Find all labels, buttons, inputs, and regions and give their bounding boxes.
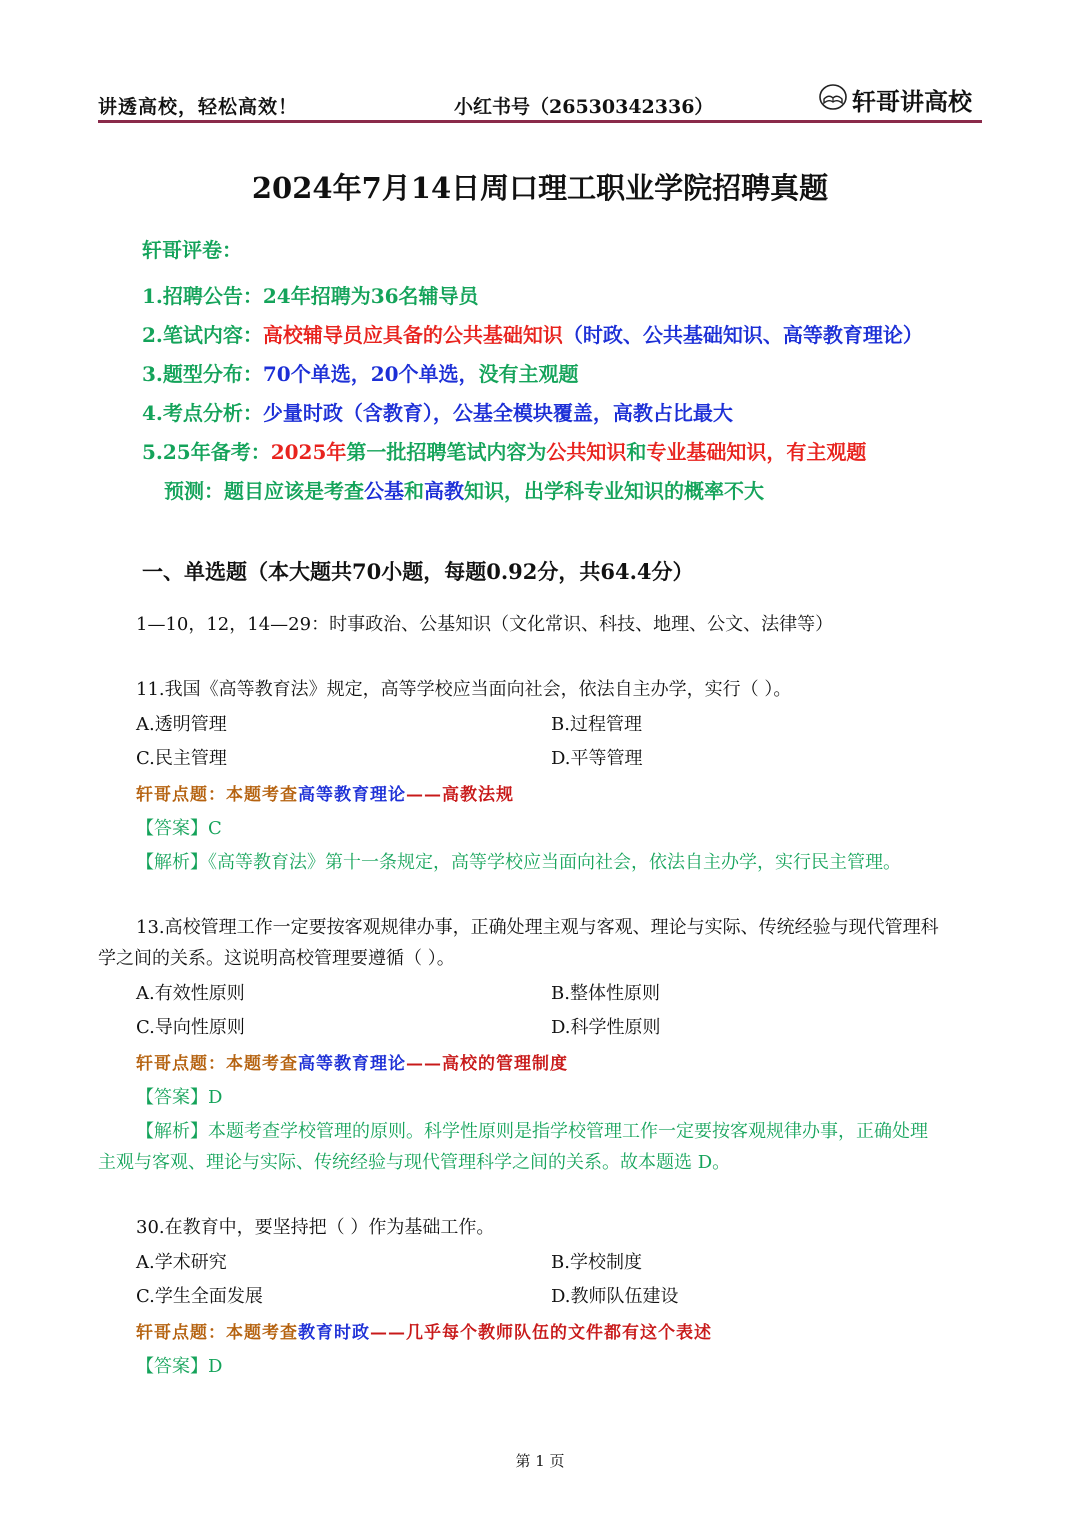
review-item-3: 3.题型分布：70个单选，20个单选，没有主观题 [142, 362, 579, 386]
brand-name: 轩哥讲高校 [852, 87, 972, 116]
question-13-stem-line-2: 学之间的关系。这说明高校管理要遵循（ ）。 [98, 948, 455, 969]
question-30-answer: 【答案】D [136, 1356, 223, 1377]
review-item-1: 1.招聘公告：24年招聘为36名辅导员 [142, 284, 479, 308]
review-item-4: 4.考点分析：少量时政（含教育），公基全模块覆盖，高教占比最大 [142, 401, 733, 425]
question-11-explanation: 【解析】《高等教育法》第十一条规定，高等学校应当面向社会，依法自主办学，实行民主管理。 [136, 852, 901, 873]
question-30-option-a: A.学术研究 [136, 1252, 227, 1273]
question-30-tip: 轩哥点题：本题考查教育时政——几乎每个教师队伍的文件都有这个表述 [136, 1323, 712, 1343]
question-13-explanation-line-1: 【解析】本题考查学校管理的原则。科学性原则是指学校管理工作一定要按客观规律办事，正确处理 [136, 1121, 928, 1142]
section-heading: 一、单选题（本大题共70小题，每题0.92分，共64.4分） [142, 559, 694, 584]
question-13-stem-line-1: 13.高校管理工作一定要按客观规律办事，正确处理主观与客观、理论与实际、传统经验与现代管理科 [136, 917, 939, 938]
review-heading: 轩哥评卷： [142, 238, 242, 262]
page-title: 2024年7月14日周口理工职业学院招聘真题 [251, 171, 829, 205]
question-30-stem: 30.在教育中，要坚持把（ ）作为基础工作。 [136, 1217, 495, 1238]
header-xhs-id: 小红书号（26530342336） [454, 96, 714, 118]
question-13-option-c: C.导向性原则 [136, 1017, 245, 1038]
review-item-5: 5.25年备考：2025年第一批招聘笔试内容为公共知识和专业基础知识，有主观题 [142, 440, 867, 464]
question-11-stem: 11.我国《高等教育法》规定，高等学校应当面向社会，依法自主办学，实行（ ）。 [136, 679, 792, 700]
question-11-option-a: A.透明管理 [136, 714, 227, 735]
header-slogan: 讲透高校，轻松高效！ [98, 96, 299, 118]
question-11-answer: 【答案】C [136, 818, 222, 839]
question-11-option-b: B.过程管理 [551, 714, 642, 735]
question-11-option-d: D.平等管理 [551, 748, 643, 769]
header-brand [818, 82, 972, 117]
question-13-option-d: D.科学性原则 [551, 1017, 661, 1038]
question-13-explanation-line-2: 主观与客观、理论与实际、传统经验与现代管理科学之间的关系。故本题选 D。 [98, 1152, 731, 1173]
question-13-tip: 轩哥点题：本题考查高等教育理论——高校的管理制度 [136, 1054, 568, 1074]
section-note: 1—10，12，14—29：时事政治、公基知识（文化常识、科技、地理、公文、法律等） [136, 614, 834, 635]
question-30-option-c: C.学生全面发展 [136, 1286, 263, 1307]
question-30-option-b: B.学校制度 [551, 1252, 642, 1273]
page-header [98, 78, 982, 122]
review-item-2: 2.笔试内容：高校辅导员应具备的公共基础知识（时政、公共基础知识、高等教育理论） [142, 323, 923, 347]
question-11-option-c: C.民主管理 [136, 748, 227, 769]
question-13-option-b: B.整体性原则 [551, 983, 660, 1004]
question-13-option-a: A.有效性原则 [136, 983, 245, 1004]
header-divider [98, 120, 982, 123]
page-number: 第 1 页 [515, 1452, 565, 1470]
book-logo-icon [818, 83, 848, 117]
question-13-answer: 【答案】D [136, 1087, 223, 1108]
question-30-option-d: D.教师队伍建设 [551, 1286, 679, 1307]
question-11-tip: 轩哥点题：本题考查高等教育理论——高教法规 [136, 785, 514, 805]
review-prediction: 预测：题目应该是考查公基和高教知识，出学科专业知识的概率不大 [164, 479, 764, 503]
